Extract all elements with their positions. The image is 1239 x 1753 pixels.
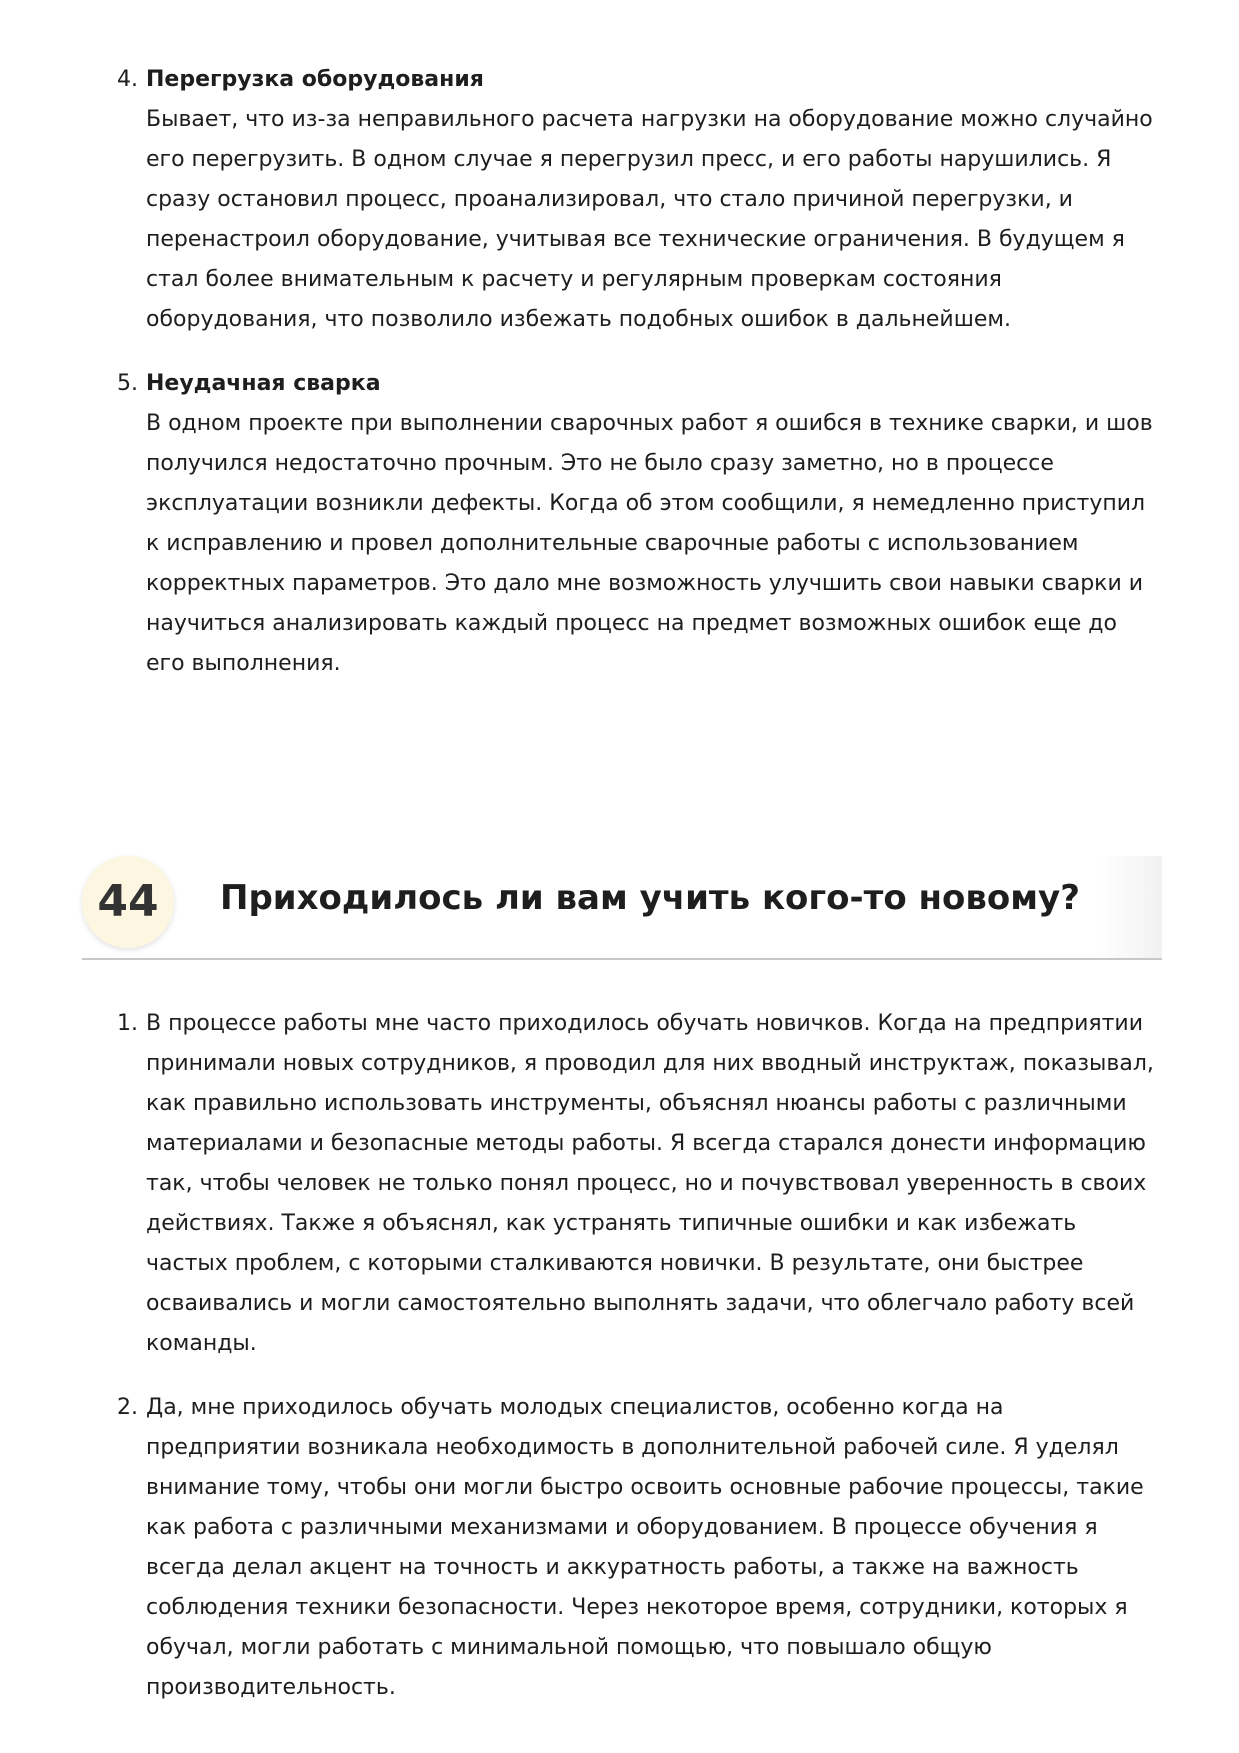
item-body: В одном проекте при выполнении сварочных работ я ошибся в технике сварки, и шов получился недостаточно прочным. Это не было сразу заметно, но в процессе эксплуатации возникли дефекты. Когда об этом сообщили, я немедленно приступил к исправлению и провел дополнительные сварочные работы с использованием корректных параметров. Это дало мне возможность улучшить свои навыки сварки и научиться анализировать каждый процесс на предмет возможных ошибок еще до его выполнения. xyxy=(146,411,1153,676)
item-title: Неудачная сварка xyxy=(146,371,381,396)
list-item xyxy=(112,1004,1162,1364)
list-item xyxy=(112,60,1162,340)
question-number-badge: 44 xyxy=(82,856,174,948)
item-number: 5. xyxy=(117,371,138,396)
item-body: Бывает, что из-за неправильного расчета нагрузки на оборудование можно случайно его перегрузить. В одном случае я перегрузил пресс, и его работы нарушились. Я сразу остановил процесс, проанализировал, что стало причиной перегрузки, и перенастроил оборудование, учитывая все технические ограничения. В будущем я стал более внимательным к расчету и регулярным проверкам состояния оборудования, что позволило избежать подобных ошибок в дальнейшем. xyxy=(146,107,1153,332)
list-item xyxy=(112,1388,1162,1708)
question-header xyxy=(82,856,1162,960)
item-number: 2. xyxy=(117,1395,138,1420)
item-title: Перегрузка оборудования xyxy=(146,67,484,92)
item-number: 4. xyxy=(117,67,138,92)
mistakes-list xyxy=(112,60,1162,684)
answers-list xyxy=(112,1004,1162,1708)
question-title: Приходилось ли вам учить кого-то новому? xyxy=(220,878,1080,918)
list-item xyxy=(112,364,1162,684)
item-body: Да, мне приходилось обучать молодых специалистов, особенно когда на предприятии возникала необходимость в дополнительной рабочей силе. Я уделял внимание тому, чтобы они могли быстро освоить основные рабочие процессы, такие как работа с различными механизмами и оборудованием. В процессе обучения я всегда делал акцент на точность и аккуратность работы, а также на важность соблюдения техники безопасности. Через некоторое время, сотрудники, которых я обучал, могли работать с минимальной помощью, что повышало общую производительность. xyxy=(146,1395,1144,1700)
item-number: 1. xyxy=(117,1011,138,1036)
item-body: В процессе работы мне часто приходилось обучать новичков. Когда на предприятии принимали новых сотрудников, я проводил для них вводный инструктаж, показывал, как правильно использовать инструменты, объяснял нюансы работы с различными материалами и безопасные методы работы. Я всегда старался донести информацию так, чтобы человек не только понял процесс, но и почувствовал уверенность в своих действиях. Также я объяснял, как устранять типичные ошибки и как избежать частых проблем, с которыми сталкиваются новички. В результате, они быстрее осваивались и могли самостоятельно выполнять задачи, что облегчало работу всей команды. xyxy=(146,1011,1154,1356)
